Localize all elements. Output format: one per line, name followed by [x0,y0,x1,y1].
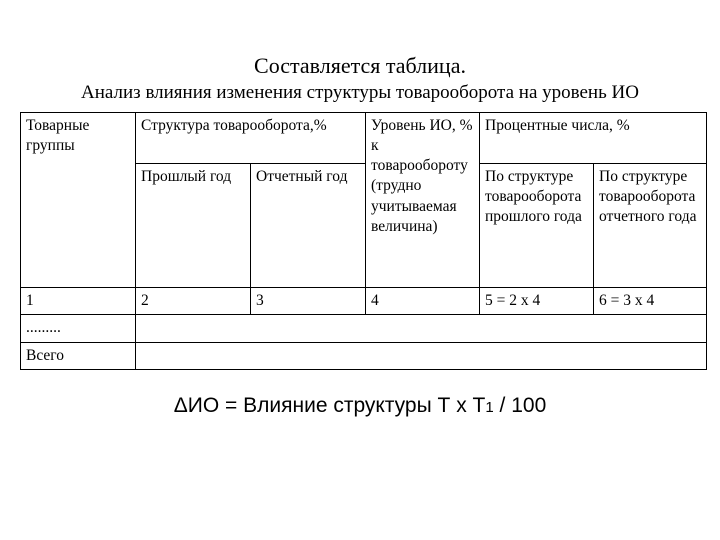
ellipsis-cell: ......... [21,315,136,343]
col-number-cell: 2 [136,288,251,315]
col-number-cell: 4 [366,288,480,315]
col-number-cell: 5 = 2 х 4 [480,288,594,315]
col-number-cell: 6 = 3 х 4 [594,288,707,315]
header-prev-year: Прошлый год [136,164,251,288]
header-groups: Товарные группы [21,113,136,288]
column-numbers-row [21,288,707,315]
col-number-cell: 3 [251,288,366,315]
formula-main: ΔИО = Влияние структуры Т х Т [173,394,486,417]
header-level: Уровень ИО, % к товарообороту (трудно учитываемая величина) [366,113,480,288]
table-caption: Анализ влияния изменения структуры товарооборота на уровень ИО [81,82,639,103]
empty-cell [136,315,707,343]
header-structure: Структура товарооборота,% [136,113,366,164]
header-by-prev-structure: По структуре товарооборота прошлого года [480,164,594,288]
header-percent-numbers: Процентные числа, % [480,113,707,164]
formula-subscript: 1 [485,399,494,416]
analysis-table [20,112,707,370]
header-row [21,113,707,164]
formula-tail: / 100 [493,394,547,417]
header-by-report-structure: По структуре товарооборота отчетного года [594,164,707,288]
header-report-year: Отчетный год [251,164,366,288]
formula [0,394,720,418]
slide-title: Составляется таблица. [254,53,466,78]
total-row [21,343,707,370]
total-label-cell: Всего [21,343,136,370]
ellipsis-row [21,315,707,343]
empty-cell [136,343,707,370]
col-number-cell: 1 [21,288,136,315]
